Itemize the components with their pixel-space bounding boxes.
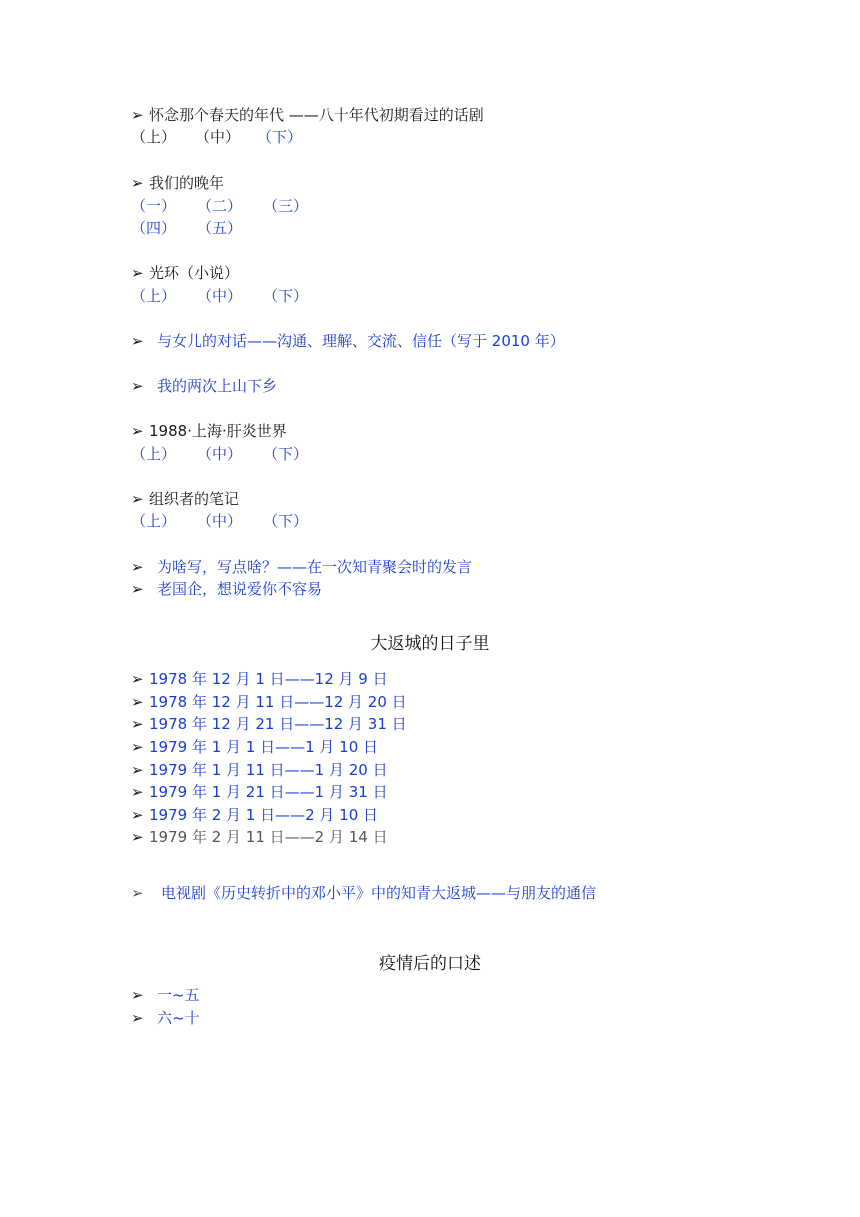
arrow-bullet-icon: ➢ [131, 828, 144, 846]
arrow-bullet-icon: ➢ [131, 783, 144, 801]
list-item [131, 556, 472, 578]
section-title: 光环（小说） [149, 264, 240, 282]
article-link[interactable]: 为啥写，写点啥？——在一次知青聚会时的发言 [157, 558, 473, 576]
part-link-1[interactable]: （上） [131, 128, 177, 146]
parts-row [131, 510, 308, 532]
article-link[interactable]: 电视剧《历史转折中的邓小平》中的知青大返城——与朋友的通信 [161, 884, 597, 902]
parts-row [131, 195, 308, 217]
list-item [131, 691, 407, 713]
arrow-bullet-icon: ➢ [131, 558, 144, 576]
part-link-5[interactable]: （五） [197, 219, 243, 237]
arrow-bullet-icon: ➢ [131, 738, 144, 756]
list-item [131, 262, 239, 284]
list-item [131, 781, 388, 803]
arrow-bullet-icon: ➢ [131, 693, 144, 711]
diary-link[interactable]: 1978 年 12 月 1 日——12 月 9 日 [149, 670, 388, 688]
arrow-bullet-icon: ➢ [131, 490, 144, 508]
diary-link[interactable]: 1979 年 2 月 1 日——2 月 10 日 [149, 806, 379, 824]
part-link-1[interactable]: （上） [131, 512, 177, 530]
list-item [131, 804, 378, 826]
parts-row [131, 217, 242, 239]
parts-row [131, 126, 302, 148]
section-title: 组织者的笔记 [149, 490, 240, 508]
list-item [131, 578, 322, 600]
part-link-2[interactable]: （中） [197, 512, 243, 530]
part-link-3[interactable]: （下） [263, 287, 309, 305]
arrow-bullet-icon: ➢ [131, 715, 144, 733]
section-title: 怀念那个春天的年代 ——八十年代初期看过的话剧 [149, 106, 484, 124]
list-item [131, 668, 388, 690]
oral-link[interactable]: 六~十 [157, 1009, 200, 1027]
arrow-bullet-icon: ➢ [131, 1009, 144, 1027]
arrow-bullet-icon: ➢ [131, 422, 144, 440]
list-item [131, 882, 596, 904]
diary-link[interactable]: 1978 年 12 月 11 日——12 月 20 日 [149, 693, 407, 711]
arrow-bullet-icon: ➢ [131, 174, 144, 192]
part-link-1[interactable]: （一） [131, 197, 177, 215]
article-link[interactable]: 与女儿的对话——沟通、理解、交流、信任（写于 2010 年） [157, 332, 565, 350]
oral-link[interactable]: 一~五 [157, 986, 200, 1004]
list-item [131, 1007, 200, 1029]
part-link-2[interactable]: （中） [197, 445, 243, 463]
diary-link[interactable]: 1979 年 1 月 21 日——1 月 31 日 [149, 783, 388, 801]
arrow-bullet-icon: ➢ [131, 884, 144, 902]
list-item [131, 420, 287, 442]
arrow-bullet-icon: ➢ [131, 264, 144, 282]
list-item [131, 984, 200, 1006]
list-item [131, 826, 388, 848]
parts-row [131, 285, 308, 307]
list-item [131, 488, 239, 510]
part-link-3[interactable]: （下） [263, 512, 309, 530]
arrow-bullet-icon: ➢ [131, 377, 144, 395]
diary-entry: 1979 年 2 月 11 日——2 月 14 日 [149, 828, 388, 846]
arrow-bullet-icon: ➢ [131, 670, 144, 688]
article-link[interactable]: 老国企，想说爱你不容易 [157, 580, 323, 598]
list-item [131, 713, 407, 735]
part-link-3[interactable]: （下） [263, 445, 309, 463]
list-item [131, 759, 388, 781]
section-heading: 疫情后的口述 [379, 954, 481, 974]
part-link-2[interactable]: （中） [197, 287, 243, 305]
diary-link[interactable]: 1979 年 1 月 11 日——1 月 20 日 [149, 761, 388, 779]
arrow-bullet-icon: ➢ [131, 106, 144, 124]
list-item [131, 172, 224, 194]
arrow-bullet-icon: ➢ [131, 806, 144, 824]
section-title: 1988·上海·肝炎世界 [149, 422, 287, 440]
part-link-3[interactable]: （下） [257, 128, 303, 146]
part-link-2[interactable]: （二） [197, 197, 243, 215]
arrow-bullet-icon: ➢ [131, 332, 144, 350]
part-link-1[interactable]: （上） [131, 445, 177, 463]
article-link[interactable]: 我的两次上山下乡 [157, 377, 278, 395]
diary-link[interactable]: 1978 年 12 月 21 日——12 月 31 日 [149, 715, 407, 733]
list-item [131, 375, 277, 397]
part-link-2[interactable]: （中） [195, 128, 241, 146]
part-link-4[interactable]: （四） [131, 219, 177, 237]
list-item [131, 736, 378, 758]
part-link-1[interactable]: （上） [131, 287, 177, 305]
part-link-3[interactable]: （三） [263, 197, 309, 215]
list-item [131, 330, 565, 352]
list-item [131, 104, 484, 126]
section-title: 我们的晚年 [149, 174, 225, 192]
arrow-bullet-icon: ➢ [131, 580, 144, 598]
section-heading: 大返城的日子里 [370, 634, 490, 654]
arrow-bullet-icon: ➢ [131, 761, 144, 779]
arrow-bullet-icon: ➢ [131, 986, 144, 1004]
parts-row [131, 443, 308, 465]
diary-link[interactable]: 1979 年 1 月 1 日——1 月 10 日 [149, 738, 379, 756]
